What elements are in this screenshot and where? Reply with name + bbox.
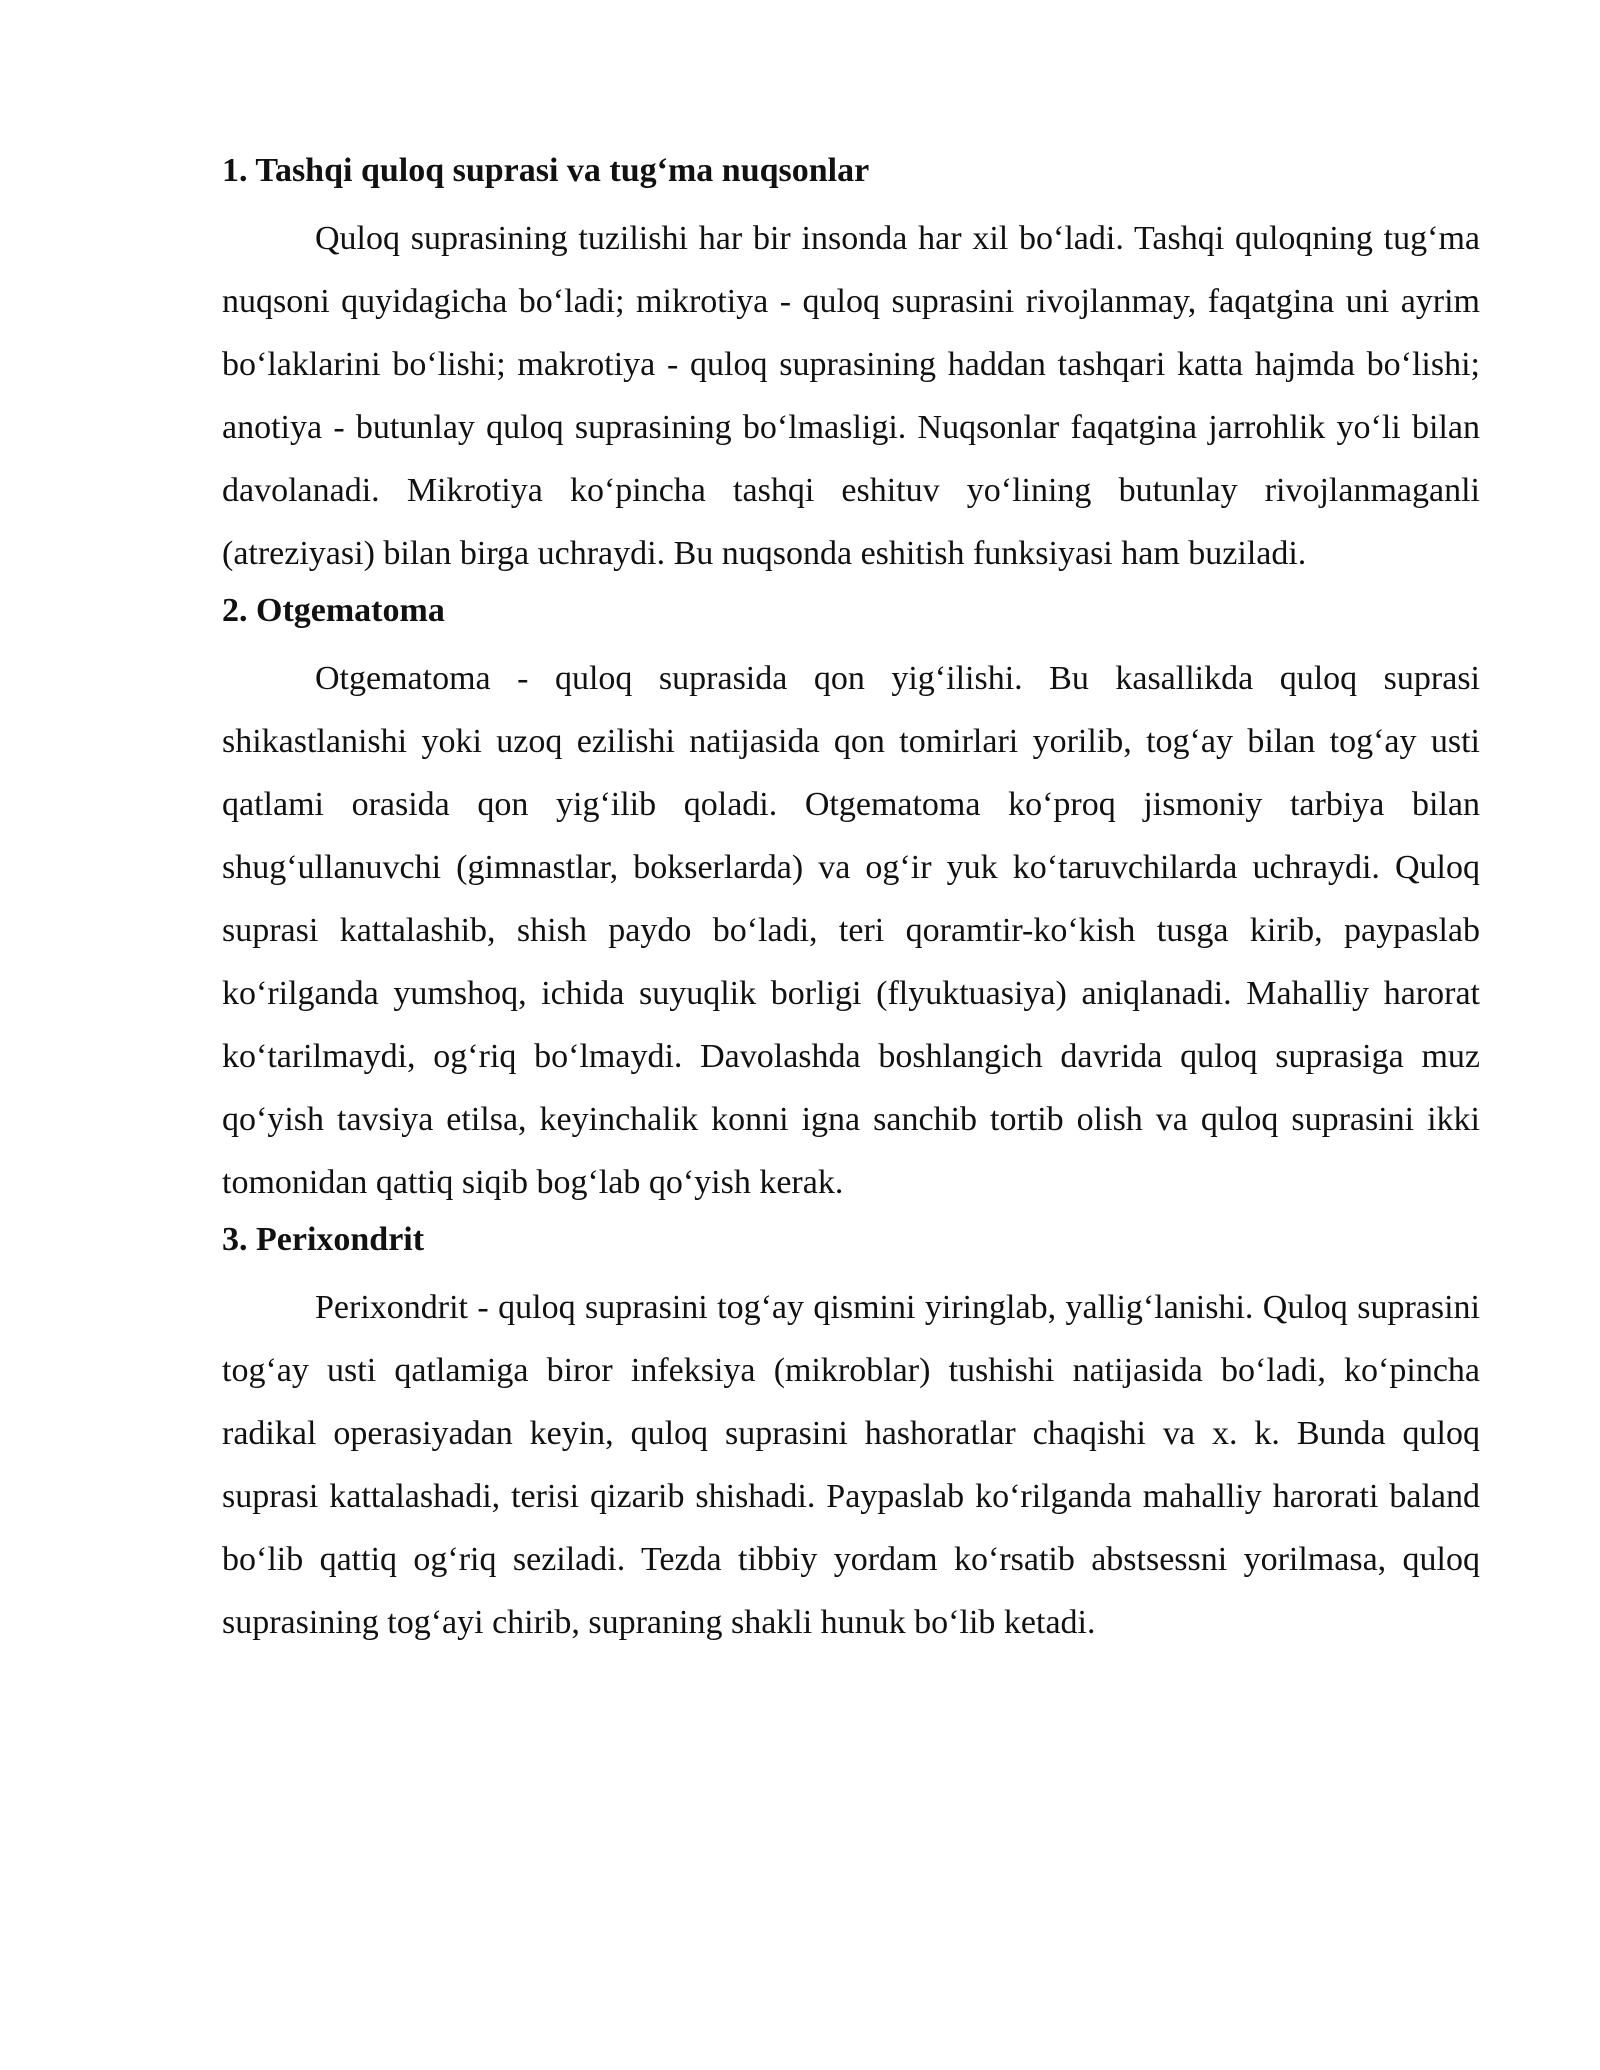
section-paragraph: Quloq suprasining tuzilishi har bir insonda har xil bo‘ladi. Tashqi quloqning tug‘ma nuqsoni quyidagicha bo‘ladi; mikrotiya - quloq suprasini rivojlanmay, faqatgina uni ayrim bo‘laklarini bo‘lishi; makrotiya - quloq suprasining haddan tashqari katta hajmda bo‘lishi; anotiya - butunlay quloq suprasining bo‘lmasligi. Nuqsonlar faqatgina jarrohlik yo‘li bilan davolanadi. Mikrotiya ko‘pincha tashqi eshituv yo‘lining butunlay rivojlanmaganli (atreziyasi) bilan birga uchraydi. Bu nuqsonda eshitish funksiyasi ham buziladi. (222, 220, 1480, 572)
document-page (222, 145, 1480, 1654)
section-2 (222, 585, 1480, 1214)
section-paragraph: Otgematoma - quloq suprasida qon yig‘ilishi. Bu kasallikda quloq suprasi shikastlanishi yoki uzoq ezilishi natijasida qon tomirlari yorilib, tog‘ay bilan tog‘ay usti qatlami orasida qon yig‘ilib qoladi. Otgematoma ko‘proq jismoniy tarbiya bilan shug‘ullanuvchi (gimnastlar, bokserlarda) va og‘ir yuk ko‘taruvchilarda uchraydi. Quloq suprasi kattalashib, shish paydo bo‘ladi, teri qoramtir-ko‘kish tusga kirib, paypaslab ko‘rilganda yumshoq, ichida suyuqlik borligi (flyuktuasiya) aniqlanadi. Mahalliy harorat ko‘tarilmaydi, og‘riq bo‘lmaydi. Davolashda boshlangich davrida quloq suprasiga muz qo‘yish tavsiya etilsa, keyinchalik konni igna sanchib tortib olish va quloq suprasini ikki tomonidan qattiq siqib bog‘lab qo‘yish kerak. (222, 660, 1480, 1201)
section-1 (222, 145, 1480, 585)
section-paragraph: Perixondrit - quloq suprasini tog‘ay qismini yiringlab, yallig‘lanishi. Quloq suprasini tog‘ay usti qatlamiga biror infeksiya (mikroblar) tushishi natijasida bo‘ladi, ko‘pincha radikal operasiyadan keyin, quloq suprasini hashoratlar chaqishi va x. k. Bunda quloq suprasi kattalashadi, terisi qizarib shishadi. Paypaslab ko‘rilganda mahalliy harorati baland bo‘lib qattiq og‘riq seziladi. Tezda tibbiy yordam ko‘rsatib abstsessni yorilmasa, quloq suprasining tog‘ayi chirib, supraning shakli hunuk bo‘lib ketadi. (222, 1289, 1480, 1641)
section-3 (222, 1214, 1480, 1654)
section-heading: 1. Tashqi quloq suprasi va tug‘ma nuqsonlar (222, 152, 870, 189)
section-heading: 2. Otgematoma (222, 592, 445, 629)
section-heading: 3. Perixondrit (222, 1221, 425, 1258)
